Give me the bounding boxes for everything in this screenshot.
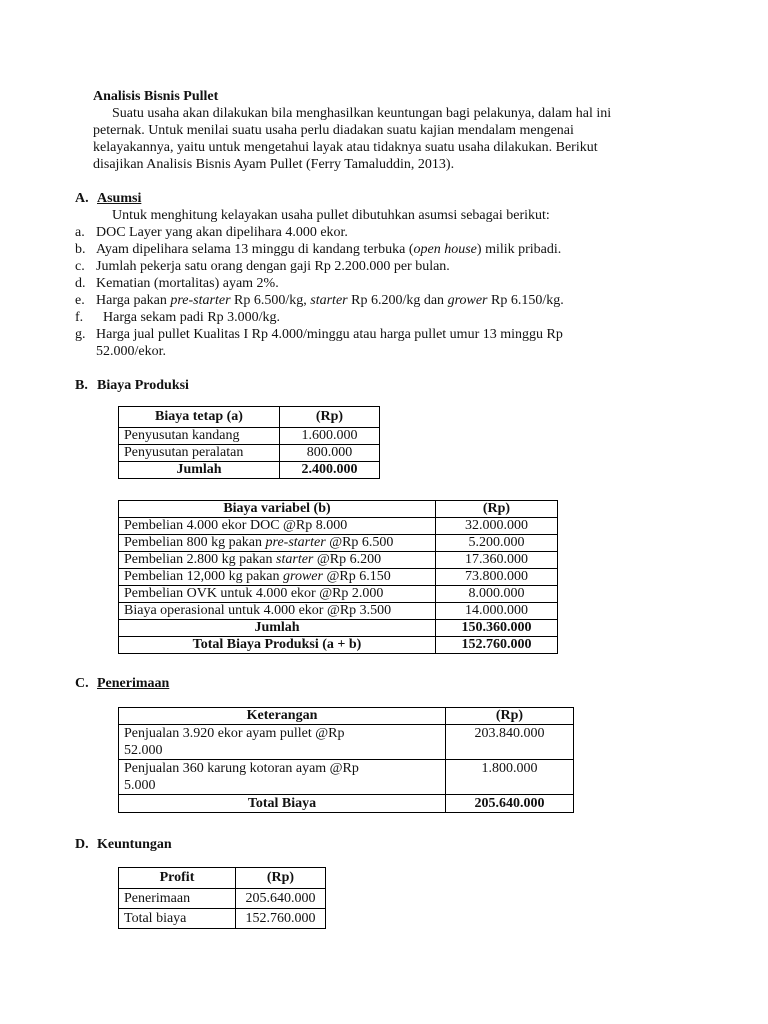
total-row [119,462,380,479]
cell-value: 5.200.000 [436,535,558,552]
section-d-letter: D. [75,837,89,852]
cell-value: 8.000.000 [436,586,558,603]
total-value: 150.360.000 [436,620,558,637]
grand-total-label: Total Biaya Produksi (a + b) [119,637,436,654]
table-row [119,552,558,569]
column-header: Biaya variabel (b) [119,501,436,518]
cell-value: 800.000 [280,445,380,462]
cell-value: 205.640.000 [236,889,326,909]
table-row [119,428,380,445]
section-c-heading: Penerimaan [97,676,170,691]
table-row [119,586,558,603]
variable-cost-table [118,500,558,654]
list-marker: b. [75,242,86,257]
intro-line: Suatu usaha akan dilakukan bila menghasilkan keuntungan bagi pelakunya, dalam hal ini [112,106,612,121]
table-row [119,909,326,929]
cell-value: 1.800.000 [446,760,574,795]
list-item: Harga jual pullet Kualitas I Rp 4.000/minggu atau harga pullet umur 13 minggu Rp [96,327,563,342]
cell-label: Penjualan 3.920 ekor ayam pullet @Rp 52.000 [119,725,446,760]
list-marker: f. [75,310,84,325]
grand-total-value: 152.760.000 [436,637,558,654]
list-item: Jumlah pekerja satu orang dengan gaji Rp 2.200.000 per bulan. [96,259,450,274]
column-header: (Rp) [446,708,574,725]
list-item: Harga pakan pre-starter Rp 6.500/kg, starter Rp 6.200/kg dan grower Rp 6.150/kg. [96,293,564,308]
cell-label: Penerimaan [119,889,236,909]
table-row [119,445,380,462]
intro-line: peternak. Untuk menilai suatu usaha perlu diadakan suatu kajian mendalam mengenai [93,123,574,138]
column-header: (Rp) [436,501,558,518]
cell-label: Biaya operasional untuk 4.000 ekor @Rp 3.500 [119,603,436,620]
column-header: Keterangan [119,708,446,725]
list-marker: a. [75,225,85,240]
cell-value: 32.000.000 [436,518,558,535]
column-header: (Rp) [236,868,326,889]
cell-label: Total biaya [119,909,236,929]
list-item-continuation: 52.000/ekor. [96,344,166,359]
cell-label: Pembelian 12,000 kg pakan grower @Rp 6.150 [119,569,436,586]
column-header: Biaya tetap (a) [119,407,280,428]
table-row [119,603,558,620]
cell-label: Pembelian OVK untuk 4.000 ekor @Rp 2.000 [119,586,436,603]
list-item: Ayam dipelihara selama 13 minggu di kandang terbuka (open house) milik pribadi. [96,242,562,257]
profit-table [118,867,326,929]
assumption-lead: Untuk menghitung kelayakan usaha pullet dibutuhkan asumsi sebagai berikut: [112,208,550,223]
intro-line: disajikan Analisis Bisnis Ayam Pullet (Ferry Tamaluddin, 2013). [93,157,455,172]
list-item: DOC Layer yang akan dipelihara 4.000 ekor. [96,225,348,240]
section-b-letter: B. [75,378,88,393]
cell-label: Pembelian 4.000 ekor DOC @Rp 8.000 [119,518,436,535]
table-row [119,725,574,760]
total-value: 205.640.000 [446,795,574,813]
cell-value: 73.800.000 [436,569,558,586]
intro-line: kelayakannya, yaitu untuk mengetahui layak atau tidaknya suatu usaha dilakukan. Berikut [93,140,598,155]
list-marker: c. [75,259,85,274]
section-a-letter: A. [75,191,89,206]
cell-label: Pembelian 800 kg pakan pre-starter @Rp 6.500 [119,535,436,552]
document-title: Analisis Bisnis Pullet [93,89,219,104]
grand-total-row [119,637,558,654]
list-marker: d. [75,276,86,291]
list-item: Harga sekam padi Rp 3.000/kg. [103,310,281,325]
cell-value: 14.000.000 [436,603,558,620]
cell-label: Penyusutan peralatan [119,445,280,462]
section-b-heading: Biaya Produksi [97,378,189,393]
column-header: Profit [119,868,236,889]
column-header: (Rp) [280,407,380,428]
cell-label: Penjualan 360 karung kotoran ayam @Rp 5.000 [119,760,446,795]
table-row [119,889,326,909]
list-marker: g. [75,327,86,342]
total-label: Total Biaya [119,795,446,813]
total-row [119,620,558,637]
total-value: 2.400.000 [280,462,380,479]
total-label: Jumlah [119,462,280,479]
cell-value: 17.360.000 [436,552,558,569]
list-item: Kematian (mortalitas) ayam 2%. [96,276,279,291]
total-row [119,795,574,813]
cell-label: Pembelian 2.800 kg pakan starter @Rp 6.200 [119,552,436,569]
section-a-heading: Asumsi [97,191,142,206]
table-row [119,569,558,586]
cell-value: 152.760.000 [236,909,326,929]
table-row [119,535,558,552]
revenue-table [118,707,574,813]
total-label: Jumlah [119,620,436,637]
cell-value: 203.840.000 [446,725,574,760]
section-d-heading: Keuntungan [97,837,172,852]
table-row [119,760,574,795]
cell-label: Penyusutan kandang [119,428,280,445]
fixed-cost-table [118,406,380,479]
list-marker: e. [75,293,85,308]
section-c-letter: C. [75,676,89,691]
cell-value: 1.600.000 [280,428,380,445]
table-row [119,518,558,535]
